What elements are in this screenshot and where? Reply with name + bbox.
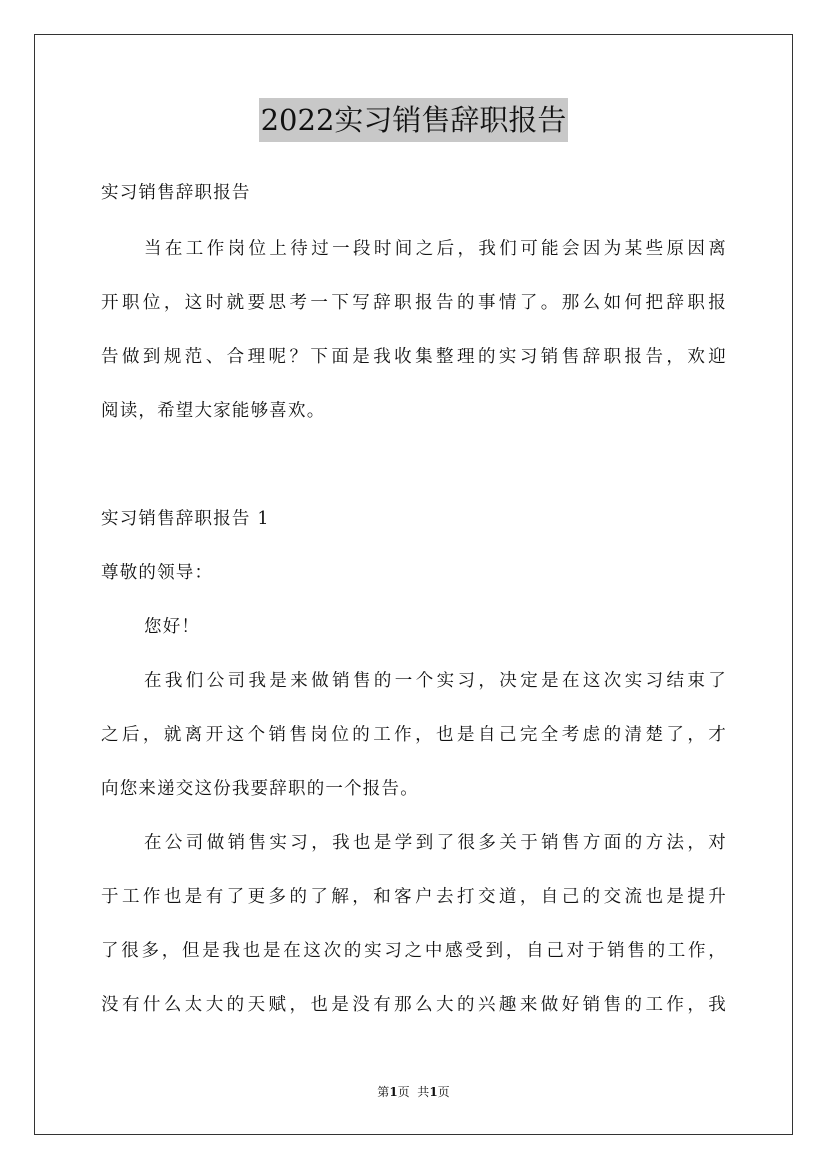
footer-page-number: 1 <box>389 1085 398 1099</box>
paragraph-line: 在我们公司我是来做销售的一个实习，决定是在这次实习结束了 <box>144 671 727 691</box>
document-title: 2022实习销售辞职报告 <box>259 98 569 142</box>
paragraph-line: 向您来递交这份我要辞职的一个报告。 <box>101 779 419 799</box>
salutation: 尊敬的领导： <box>101 563 214 583</box>
footer-prefix: 第 <box>377 1085 390 1099</box>
paragraph-line: 之后，就离开这个销售岗位的工作，也是自己完全考虑的清楚了，才 <box>101 725 727 745</box>
paragraph-line: 没有什么太大的天赋，也是没有那么大的兴趣来做好销售的工作，我 <box>101 995 727 1015</box>
greeting: 您好！ <box>144 617 201 637</box>
section-heading: 实习销售辞职报告 1 <box>101 509 270 529</box>
footer-total-pages: 1 <box>429 1085 438 1099</box>
footer-suffix: 页 <box>437 1085 450 1099</box>
paragraph-line: 于工作也是有了更多的了解，和客户去打交道，自己的交流也是提升 <box>101 887 727 907</box>
title-container <box>0 98 827 142</box>
paragraph-line: 在公司做销售实习，我也是学到了很多关于销售方面的方法，对 <box>144 833 727 853</box>
paragraph-line: 阅读，希望大家能够喜欢。 <box>101 401 326 421</box>
paragraph-line: 开职位，这时就要思考一下写辞职报告的事情了。那么如何把辞职报 <box>101 293 727 313</box>
footer-mid: 页 共 <box>397 1085 430 1099</box>
paragraph-line: 当在工作岗位上待过一段时间之后，我们可能会因为某些原因离 <box>144 239 727 259</box>
section-heading: 实习销售辞职报告 <box>101 183 251 203</box>
paragraph-line: 告做到规范、合理呢？下面是我收集整理的实习销售辞职报告，欢迎 <box>101 347 727 367</box>
paragraph-line: 了很多，但是我也是在这次的实习之中感受到，自己对于销售的工作， <box>101 941 727 961</box>
page-footer <box>0 1083 827 1100</box>
